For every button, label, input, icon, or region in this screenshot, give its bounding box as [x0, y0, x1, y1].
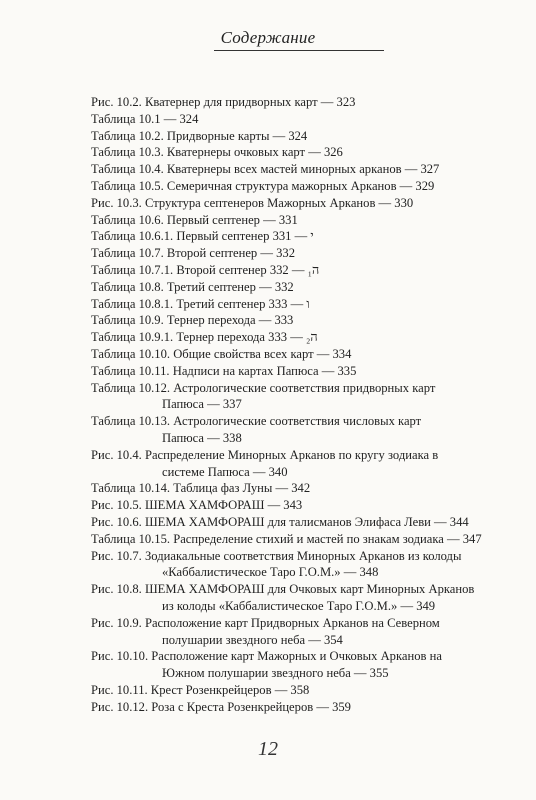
toc-entry-continuation: [91, 665, 491, 682]
toc-entry-text: Таблица 10.1 — 324: [91, 111, 199, 126]
toc-entry-text: Таблица 10.4. Кватернеры всех мастей минорных арканов — 327: [91, 162, 440, 177]
toc-entry: [91, 212, 491, 229]
toc-entry: [91, 329, 491, 346]
toc-entry-text: Таблица 10.2. Придворные карты — 324: [91, 128, 308, 143]
toc-entry-text: Рис. 10.12. Роза с Креста Розенкрейцеров — 359: [91, 699, 351, 714]
toc-entry-continuation: [91, 598, 491, 615]
page-number: 12: [258, 738, 278, 760]
toc-entry: [91, 346, 491, 363]
toc-entry-text: Таблица 10.15. Распределение стихий и мастей по знакам зодиака — 347: [91, 531, 482, 546]
toc-entry: [91, 699, 491, 716]
toc-entry-text: Рис. 10.10. Расположение карт Мажорных и Очковых Арканов на: [91, 649, 442, 664]
toc-entry: [91, 195, 491, 212]
toc-entry: [91, 144, 491, 161]
toc-entry: [91, 111, 491, 128]
toc-entry: [91, 279, 491, 296]
toc-entry-text: Таблица 10.11. Надписи на картах Папюса — 335: [91, 363, 357, 378]
toc-entry: [91, 447, 491, 464]
toc-entry-text: Таблица 10.7.1. Второй септенер ה₁ — 332: [91, 262, 320, 277]
toc-entry: [91, 497, 491, 514]
toc-entry: [91, 228, 491, 245]
toc-entry-text: Рис. 10.8. ШЕМА ХАМФОРАШ для Очковых карт Минорных Арканов: [91, 582, 475, 597]
toc-entry-text: Таблица 10.13. Астрологические соответствия числовых карт: [91, 414, 422, 429]
toc-entry-text: Южном полушарии звездного неба — 355: [162, 666, 389, 681]
toc-entry-text: Таблица 10.8. Третий септенер — 332: [91, 279, 294, 294]
toc-entry: [91, 262, 491, 279]
toc-entry-text: Таблица 10.3. Кватернеры очковых карт — 326: [91, 145, 343, 160]
toc-entry: [91, 296, 491, 313]
toc-entry-text: Рис. 10.6. ШЕМА ХАМФОРАШ для талисманов Элифаса Леви — 344: [91, 514, 469, 529]
toc-entry-continuation: [91, 632, 491, 649]
toc-entry-continuation: [91, 396, 491, 413]
toc-entry-text: Рис. 10.4. Распределение Минорных Арканов по кругу зодиака в: [91, 447, 439, 462]
header-rule: [214, 50, 384, 51]
toc-entry-continuation: [91, 464, 491, 481]
toc-entry-text: Рис. 10.5. ШЕМА ХАМФОРАШ — 343: [91, 498, 303, 513]
toc-entry: [91, 581, 491, 598]
toc-entry-text: Таблица 10.6. Первый септенер — 331: [91, 212, 298, 227]
running-header-title: Содержание: [220, 28, 316, 47]
toc-entry-text: Таблица 10.6.1. Первый септенер י — 331: [91, 229, 314, 244]
toc-entry: [91, 682, 491, 699]
toc-entry: [91, 548, 491, 565]
toc-entry-text: Папюса — 337: [162, 397, 242, 412]
toc-entry: [91, 245, 491, 262]
toc-entry-text: Таблица 10.8.1. Третий септенер ו — 333: [91, 296, 310, 311]
toc-entry-text: полушарии звездного неба — 354: [162, 632, 343, 647]
toc-entry: [91, 161, 491, 178]
toc-entry: [91, 413, 491, 430]
toc-entry: [91, 514, 491, 531]
toc-entry-text: Таблица 10.10. Общие свойства всех карт — 334: [91, 346, 352, 361]
toc-entry-text: «Каббалистическое Таро Г.О.М.» — 348: [162, 565, 379, 580]
table-of-contents: [91, 94, 491, 715]
toc-entry: [91, 380, 491, 397]
toc-entry-text: Таблица 10.9. Тернер перехода — 333: [91, 313, 294, 328]
toc-entry: [91, 531, 491, 548]
toc-entry-text: Таблица 10.14. Таблица фаз Луны — 342: [91, 481, 311, 496]
toc-entry: [91, 312, 491, 329]
toc-entry-text: Папюса — 338: [162, 430, 242, 445]
toc-entry: [91, 480, 491, 497]
toc-entry-text: Таблица 10.7. Второй септенер — 332: [91, 246, 295, 261]
toc-entry: [91, 128, 491, 145]
toc-entry-continuation: [91, 430, 491, 447]
toc-entry: [91, 178, 491, 195]
toc-entry-text: Рис. 10.11. Крест Розенкрейцеров — 358: [91, 682, 310, 697]
toc-entry-text: системе Папюса — 340: [162, 464, 288, 479]
toc-entry: [91, 363, 491, 380]
toc-entry-continuation: [91, 564, 491, 581]
toc-entry-text: Рис. 10.9. Расположение карт Придворных Арканов на Северном: [91, 615, 440, 630]
toc-entry-text: Рис. 10.7. Зодиакальные соответствия Минорных Арканов из колоды: [91, 548, 462, 563]
toc-entry: [91, 615, 491, 632]
toc-entry-text: Таблица 10.12. Астрологические соответствия придворных карт: [91, 380, 436, 395]
toc-entry-text: Таблица 10.5. Семеричная структура мажорных Арканов — 329: [91, 178, 435, 193]
toc-entry-text: Рис. 10.3. Структура септенеров Мажорных Арканов — 330: [91, 195, 414, 210]
toc-entry: [91, 648, 491, 665]
toc-entry: [91, 94, 491, 111]
toc-entry-text: Рис. 10.2. Кватернер для придворных карт — 323: [91, 95, 356, 109]
toc-entry-text: из колоды «Каббалистическое Таро Г.О.М.» — 349: [162, 598, 436, 613]
toc-entry-text: Таблица 10.9.1. Тернер перехода ה₂ — 333: [91, 330, 318, 345]
